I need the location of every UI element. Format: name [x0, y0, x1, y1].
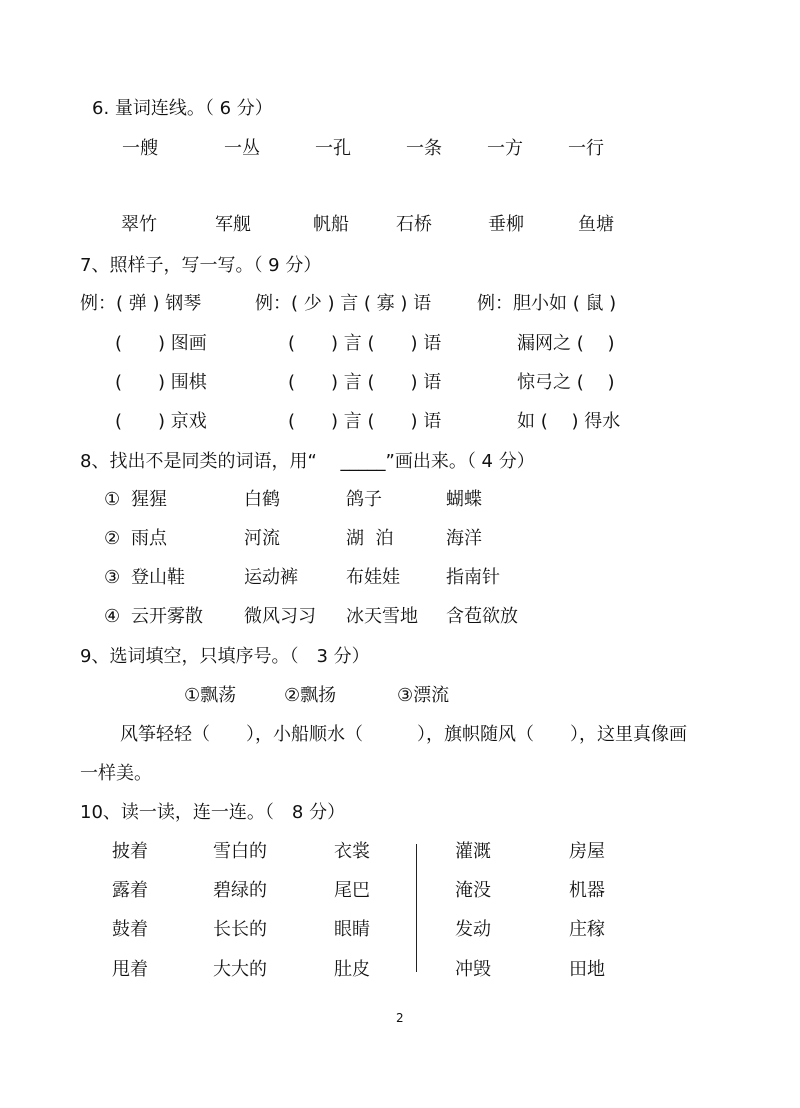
q9-option: ②飘扬 [284, 685, 337, 706]
q10-word: 衣裳 [334, 841, 370, 862]
q8-word: 蝴蝶 [446, 489, 482, 510]
q6-title: 6. 量词连线。（ 6 分） [92, 98, 273, 119]
q8-word: 云开雾散 [131, 606, 203, 627]
q10-word: 大大的 [213, 959, 267, 980]
q6-classifier: 一孔 [315, 138, 351, 159]
q6-noun: 石桥 [396, 214, 432, 235]
q10-word: 庄稼 [569, 919, 605, 940]
q10-title: 10、读一读，连一连。（ 8 分） [80, 802, 346, 823]
q8-row-number: ③ [104, 567, 121, 588]
q6-classifier: 一艘 [122, 138, 158, 159]
q8-word: 布娃娃 [346, 567, 400, 588]
q8-row-number: ④ [104, 606, 121, 627]
q10-word: 发动 [455, 919, 491, 940]
q8-row-number: ② [104, 528, 121, 549]
q10-word: 雪白的 [213, 841, 267, 862]
q8-word: 河流 [244, 528, 280, 549]
q6-classifier: 一行 [568, 138, 604, 159]
q7-title: 7、照样子，写一写。（ 9 分） [80, 255, 322, 276]
q8-word: 猩猩 [131, 489, 167, 510]
q7-blank: ( ) 言 ( ) 语 [288, 333, 442, 354]
q9-option: ③漂流 [397, 685, 450, 706]
q8-word: 指南针 [446, 567, 500, 588]
q8-word: 登山鞋 [131, 567, 185, 588]
q10-word: 房屋 [569, 841, 605, 862]
q8-word: 白鹤 [244, 489, 280, 510]
q9-sentence-continued: 一样美。 [80, 763, 152, 784]
q8-title: 8、找出不是同类的词语，用“ _____”画出来。（ 4 分） [80, 451, 535, 472]
q10-word: 灌溉 [455, 841, 491, 862]
q6-noun: 军舰 [215, 214, 251, 235]
q7-blank: ( ) 京戏 [115, 411, 207, 432]
q7-example: 例：( 少 ) 言 ( 寡 ) 语 [255, 293, 432, 314]
q6-noun: 翠竹 [121, 214, 157, 235]
q9-title: 9、选词填空，只填序号。（ 3 分） [80, 646, 370, 667]
q8-word: 微风习习 [244, 606, 316, 627]
q10-word: 露着 [112, 880, 148, 901]
q7-blank: 惊弓之 ( ) [517, 372, 615, 393]
q6-noun: 帆船 [313, 214, 349, 235]
q8-word: 鸽子 [346, 489, 382, 510]
q7-example: 例：胆小如 ( 鼠 ) [477, 293, 617, 314]
q7-blank: 如 ( ) 得水 [517, 411, 621, 432]
q10-word: 淹没 [455, 880, 491, 901]
q10-word: 肚皮 [334, 959, 370, 980]
page-number: 2 [396, 1011, 404, 1025]
q10-word: 冲毁 [455, 959, 491, 980]
q9-option: ①飘荡 [184, 685, 237, 706]
q10-word: 长长的 [213, 919, 267, 940]
q8-row-number: ① [104, 489, 121, 510]
q8-word: 冰天雪地 [346, 606, 418, 627]
q10-word: 碧绿的 [213, 880, 267, 901]
q7-blank: ( ) 言 ( ) 语 [288, 372, 442, 393]
q8-word: 海洋 [446, 528, 482, 549]
q6-classifier: 一方 [487, 138, 523, 159]
q10-word: 尾巴 [334, 880, 370, 901]
q10-word: 眼睛 [334, 919, 370, 940]
q7-blank: ( ) 图画 [115, 333, 207, 354]
q10-word: 披着 [112, 841, 148, 862]
q7-blank: ( ) 言 ( ) 语 [288, 411, 442, 432]
q8-word: 雨点 [131, 528, 167, 549]
q6-noun: 鱼塘 [578, 214, 614, 235]
q6-noun: 垂柳 [488, 214, 524, 235]
q10-word: 田地 [569, 959, 605, 980]
q7-blank: ( ) 围棋 [115, 372, 207, 393]
q8-word: 含苞欲放 [446, 606, 518, 627]
q10-word: 机器 [569, 880, 605, 901]
q10-word: 鼓着 [112, 919, 148, 940]
q6-classifier: 一丛 [224, 138, 260, 159]
q7-blank: 漏网之 ( ) [517, 333, 615, 354]
q6-classifier: 一条 [406, 138, 442, 159]
q9-sentence: 风筝轻轻（ ），小船顺水（ ），旗帜随风（ ），这里真像画 [120, 724, 687, 745]
q10-word: 甩着 [112, 959, 148, 980]
q10-divider-line [416, 844, 417, 972]
q7-example: 例：( 弹 ) 钢琴 [80, 293, 202, 314]
q8-word: 湖 泊 [346, 528, 394, 549]
q8-word: 运动裤 [244, 567, 298, 588]
